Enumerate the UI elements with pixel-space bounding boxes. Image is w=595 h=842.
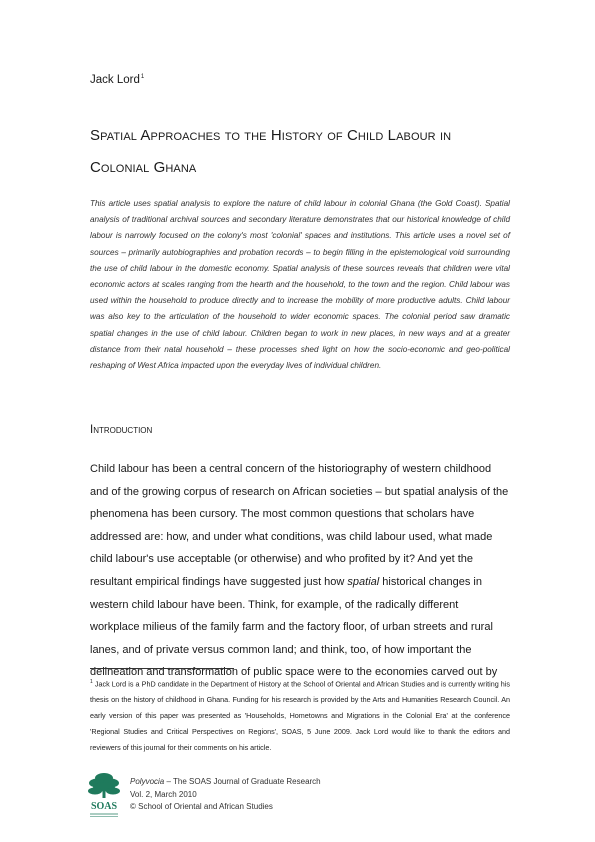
- footnote: [90, 674, 510, 756]
- body-emphasis: spatial: [347, 575, 380, 588]
- body-text-part-2: historical changes in western child labour have been. Think, for example, of the radically different workplace milieus of the family farm and the factory floor, of urban streets and rural lanes, and of private versus common land; and think, too, of how important the delineation and transformation of public space were to the economies carved out by: [90, 575, 498, 679]
- article-title: [90, 120, 451, 184]
- introduction-body: [90, 458, 510, 684]
- journal-name: [130, 776, 321, 789]
- journal-volume: Vol. 2, March 2010: [130, 789, 197, 799]
- author-name-text: Jack Lord: [90, 74, 140, 86]
- author-name: [90, 74, 144, 86]
- title-line-1: Spatial Approaches to the History of Child Labour in: [90, 127, 452, 144]
- journal-title-italic: Polyvocia: [130, 777, 165, 786]
- journal-footer: [130, 776, 321, 814]
- soas-logo: [86, 770, 122, 820]
- body-text-part-1: Child labour has been a central concern of the historiography of western childhood and of the growing corpus of research on African societies – but spatial analysis of the phenomena has been cursory. The most common questions that scholars have addressed are: how, and under what conditions, was child labour used, what made child labour's use acceptable (or otherwise) and who profited by it? And yet the resultant empirical findings have suggested just how: [90, 463, 509, 588]
- footnote-mark: 1: [90, 679, 93, 685]
- journal-copyright: © School of Oriental and African Studies: [130, 802, 273, 811]
- footnote-divider: [90, 668, 234, 669]
- journal-title-rest: – The SOAS Journal of Graduate Research: [164, 777, 321, 786]
- abstract: This article uses spatial analysis to explore the nature of child labour in colonial Ghana (the Gold Coast). Spatial analysis of traditional archival sources and secondary literature demonstrates that our historical knowledge of child labour is narrowly focused on the colony's most 'colonial' spaces and institutions. This article uses a novel set of sources – primarily autobiographies and probation records – to begin filling in the epistemological void surrounding the use of child labour in the domestic economy. Spatial analysis of these sources reveals that children were vital economic actors at scales ranging from the hearth and the household, to the town and the region. Child labour was used within the household to produce directly and to increase the mobility of more productive adults. Child labour was also key to the articulation of the household to wider economic spaces. The colonial period saw dramatic spatial changes in the use of child labour. Children began to work in new places, in new ways and at a greater distance from their natal household – these processes shed light on how the socio-economic and geo-political reshaping of West Africa impacted upon the everyday lives of individual children.: [90, 199, 510, 371]
- author-footnote-mark[interactable]: 1: [140, 74, 145, 81]
- introduction-heading: Introduction: [90, 424, 153, 436]
- logo-text: SOAS: [90, 801, 118, 812]
- soas-tree-logo-icon: [86, 770, 122, 820]
- footnote-text: Jack Lord is a PhD candidate in the Department of History at the School of Oriental and African Studies and is currently writing his thesis on the history of childhood in Ghana. Funding for his research is provided by the Arts and Humanities Research Council. An early version of this paper was presented as 'Households, Hometowns and Migrations in the Colonial Era' at the conference 'Regional Studies and Critical Perspectives on Regions', SOAS, 5 June 2009. Jack Lord would like to thank the editors and reviewers of this journal for their comments on his article.: [90, 679, 510, 753]
- title-line-2: Colonial Ghana: [90, 159, 197, 176]
